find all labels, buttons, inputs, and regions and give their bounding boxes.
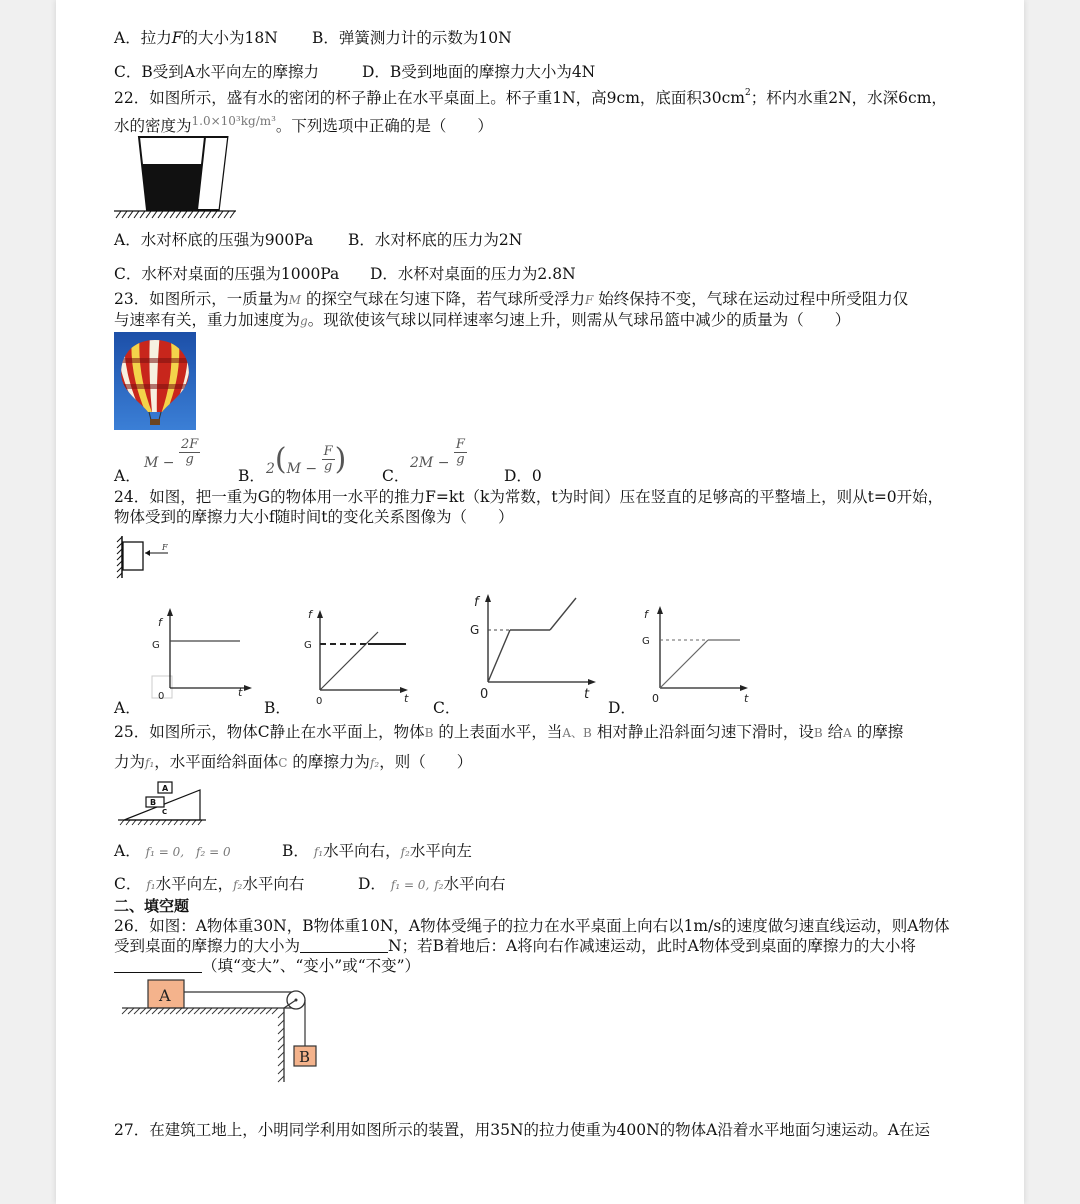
q23-option-a-formula: M − $\frac{2F}{g}$ <box>144 437 199 471</box>
q26-blank-2[interactable] <box>114 958 202 973</box>
svg-text:f: f <box>474 595 479 610</box>
q23-option-c-formula: 2M − $\frac{F}{g}$ <box>410 437 465 471</box>
svg-text:A: A <box>162 784 169 793</box>
q23-option-a[interactable]: A． <box>114 467 141 485</box>
q22-option-d[interactable]: D．水杯对桌面的压力为2.8N <box>370 265 576 283</box>
q24-graph-d <box>634 600 754 704</box>
q21-option-a[interactable]: A．拉力F的大小为18N <box>114 29 278 47</box>
q24-graph-a <box>146 604 256 700</box>
svg-text:G: G <box>304 640 312 651</box>
svg-text:t: t <box>404 692 409 705</box>
svg-text:G: G <box>152 640 160 651</box>
q22-option-b[interactable]: B．水对杯底的压力为2N <box>348 231 523 249</box>
q24-stem-line2: 物体受到的摩擦力大小f随时间t的变化关系图像为（ ） <box>114 508 514 526</box>
q25-incline-diagram <box>118 780 208 826</box>
q25-option-a[interactable]: A． f₁ = 0, f₂ = 0 <box>114 842 231 860</box>
svg-text:0: 0 <box>652 692 659 705</box>
svg-text:t: t <box>584 687 590 702</box>
svg-text:0: 0 <box>480 687 489 702</box>
q23-option-b-formula: 2(M − $\frac{F}{g}$ ) <box>266 442 347 477</box>
svg-text:t: t <box>238 686 243 699</box>
section-title-fill-in: 二、填空题 <box>114 897 190 915</box>
q26-blank-1[interactable] <box>300 938 388 953</box>
svg-text:0: 0 <box>158 691 165 702</box>
q22-stem-line2: 水的密度为$^{1.0\times 10^3kg/m^3}$。下列选项中正确的是（ ） <box>114 114 493 135</box>
q25-stem-line2: 力为f₁，水平面给斜面体C 的摩擦力为f₂，则（ ） <box>114 753 473 771</box>
q26-stem-line1: 26．如图：A物体重30N，B物体重10N，A物体受绳子的拉力在水平桌面上向右以1m/s的速度做匀速直线运动，则A物体 <box>114 917 950 935</box>
q23-option-c[interactable]: C． <box>382 467 410 485</box>
q24-wall-diagram <box>116 534 176 580</box>
q21-option-c[interactable]: C．B受到A水平向左的摩擦力 <box>114 63 319 81</box>
hot-air-balloon-image <box>114 332 196 430</box>
q24-option-d[interactable]: D． <box>608 699 636 717</box>
q26-stem-line2: 受到桌面的摩擦力的大小为 N；若B着地后：A将向右作减速运动，此时A物体受到桌面的摩擦力的大小将 <box>114 937 916 955</box>
svg-text:0: 0 <box>316 696 323 707</box>
q21-option-b[interactable]: B．弹簧测力计的示数为10N <box>312 29 512 47</box>
q22-stem-line1: 22．如图所示，盛有水的密闭的杯子静止在水平桌面上。杯子重1N，高9cm，底面积$30cm^2$；杯内水重2N，水深6cm， <box>114 88 947 107</box>
svg-text:f: f <box>644 608 648 621</box>
q24-graph-b <box>296 604 416 707</box>
q27-stem-line1: 27．在建筑工地上，小明同学利用如图所示的装置，用35N的拉力使重为400N的物体A沿着水平地面匀速运动。A在运 <box>114 1121 931 1139</box>
svg-text:C: C <box>162 808 168 816</box>
q24-option-a[interactable]: A． <box>114 699 141 717</box>
document-page <box>56 0 1024 1204</box>
svg-text:f: f <box>158 616 162 629</box>
q23-option-d[interactable]: D．0 <box>504 467 542 485</box>
q22-option-c[interactable]: C．水杯对桌面的压强为1000Pa <box>114 265 340 283</box>
q26-stem-line3: （填“变大”、“变小”或“不变”） <box>114 956 420 976</box>
svg-text:B: B <box>299 1048 311 1066</box>
q23-stem-line2: 与速率有关，重力加速度为g。现欲使该气球以同样速率匀速上升，则需从气球吊篮中减少的质量为（ ） <box>114 311 851 329</box>
q25-option-c[interactable]: C． f₁水平向左，f₂水平向右 <box>114 875 305 893</box>
svg-text:G: G <box>470 623 480 637</box>
q25-option-d[interactable]: D． f₁ = 0, f₂水平向右 <box>358 875 506 893</box>
q22-option-a[interactable]: A．水对杯底的压强为900Pa <box>114 231 314 249</box>
q24-option-b[interactable]: B． <box>264 699 291 717</box>
svg-text:B: B <box>150 798 157 807</box>
q25-option-b[interactable]: B． f₁水平向右，f₂水平向左 <box>282 842 472 860</box>
q25-stem-line1: 25．如图所示，物体C静止在水平面上，物体B 的上表面水平，当A、B 相对静止沿斜面匀速下滑时，设B 给A 的摩擦 <box>114 723 904 741</box>
cup-diagram <box>112 134 242 218</box>
q24-stem-line1: 24．如图，把一重为G的物体用一水平的推力F=kt（k为常数，t为时间）压在竖直的足够高的平整墙上，则从t=0开始， <box>114 488 944 506</box>
svg-text:G: G <box>642 636 650 647</box>
q23-stem-line1: 23．如图所示，一质量为M 的探空气球在匀速下降，若气球所受浮力F 始终保持不变，气球在运动过程中所受阻力仅 <box>114 290 909 308</box>
svg-text:F: F <box>162 543 168 552</box>
svg-text:t: t <box>744 692 749 705</box>
q23-option-b[interactable]: B． <box>238 467 265 485</box>
q24-option-c[interactable]: C． <box>433 699 461 717</box>
svg-text:A: A <box>159 986 171 1005</box>
q24-graph-c <box>464 586 594 702</box>
svg-text:f: f <box>308 608 312 621</box>
q26-pulley-diagram <box>118 978 328 1086</box>
q21-option-d[interactable]: D．B受到地面的摩擦力大小为4N <box>362 63 596 81</box>
